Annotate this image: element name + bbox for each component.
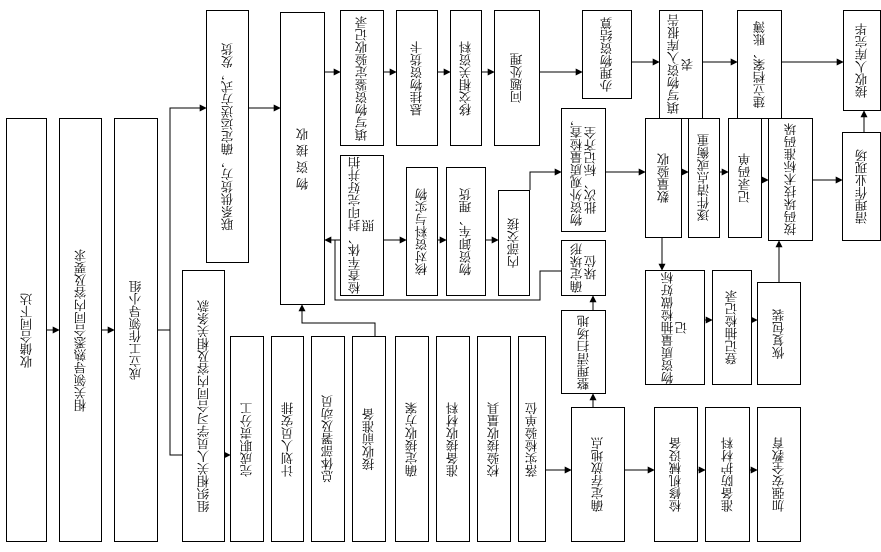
node-inspection-record: 填写物资鉴定验收记录 [340, 10, 384, 146]
node-team-established: 成立工作领导小组 [114, 118, 158, 542]
node-stacking: 按码垛技术标准码垛 [768, 118, 813, 241]
node-unload: 物资卸车、理货 [446, 167, 486, 296]
node-study-contract: 组织相关人员学习合同内容及相关条款 [182, 270, 225, 542]
node-count-weigh: 逐件清点或衡重 [688, 118, 720, 238]
node-clean-area: 整理清扫场地 [561, 310, 606, 394]
node-quality-sampling: 物资质量抽检做好标记 [645, 270, 705, 385]
node-material-receipt: 物 资 接 收 [280, 12, 325, 305]
node-contract-issued: 收储合同下达 [6, 118, 47, 542]
node-calibrate-tools: 校验接收量具 [477, 336, 511, 542]
node-protective-materials: 准备防护材料 [705, 407, 750, 542]
node-check-vehicle: 检查车体、封印完好并拍照 [340, 155, 384, 296]
node-repair-equipment: 检修机械设备 [654, 407, 698, 542]
node-contact-supplier: 联系供货方，确定运送方式，发货 [206, 10, 249, 263]
node-visual-check: 物资外观质量检查，批次、标记齐全 [561, 108, 606, 232]
node-internal-handover: 内部交接 [498, 190, 530, 296]
node-storage-location: 确定存放地点 [571, 407, 625, 542]
node-deployment: 总体部署及动员 [311, 336, 345, 542]
node-inspection-unit: 落实检验单位 [518, 336, 546, 542]
node-archives: 建立档案、账簿 [737, 10, 782, 119]
node-prepare-materials: 准备接收材料 [436, 336, 470, 542]
node-receipt-complete: 接收人库完毕 [843, 10, 881, 111]
node-sampling-log: 登记抽检记录 [712, 270, 752, 385]
node-clean-site: 清理作业现场 [842, 132, 881, 241]
node-quantity-check: 数量验收 [645, 118, 682, 238]
node-stack-position: 确定垛形垛位 [561, 240, 606, 296]
node-receipt-plan: 确定接收方案 [395, 336, 429, 542]
node-duty-division: 完成职责分工 [230, 336, 264, 542]
node-transfer-docs: 移交相关资料 [450, 10, 482, 146]
node-warehousing-report: 填写物资入库报告表 [659, 10, 703, 119]
node-record-sheet: 记录码单 [728, 118, 762, 238]
node-verify-docs: 核对资料与实物 [406, 167, 438, 296]
node-safety-education: 加强安全教育 [757, 407, 801, 542]
node-restore-package: 恢复包装 [757, 282, 801, 385]
node-staff-plan: 计划人员安排 [271, 336, 304, 542]
node-pre-receipt: 接收前准备 [352, 336, 386, 542]
node-issue-handling: 问题处理 [494, 10, 540, 146]
node-settlement: 办理物资结算 [582, 10, 632, 99]
node-leaders-review: 相关领导熟悉合同内容及要求 [59, 118, 102, 542]
node-hang-card: 悬挂物资货卡 [396, 10, 438, 146]
